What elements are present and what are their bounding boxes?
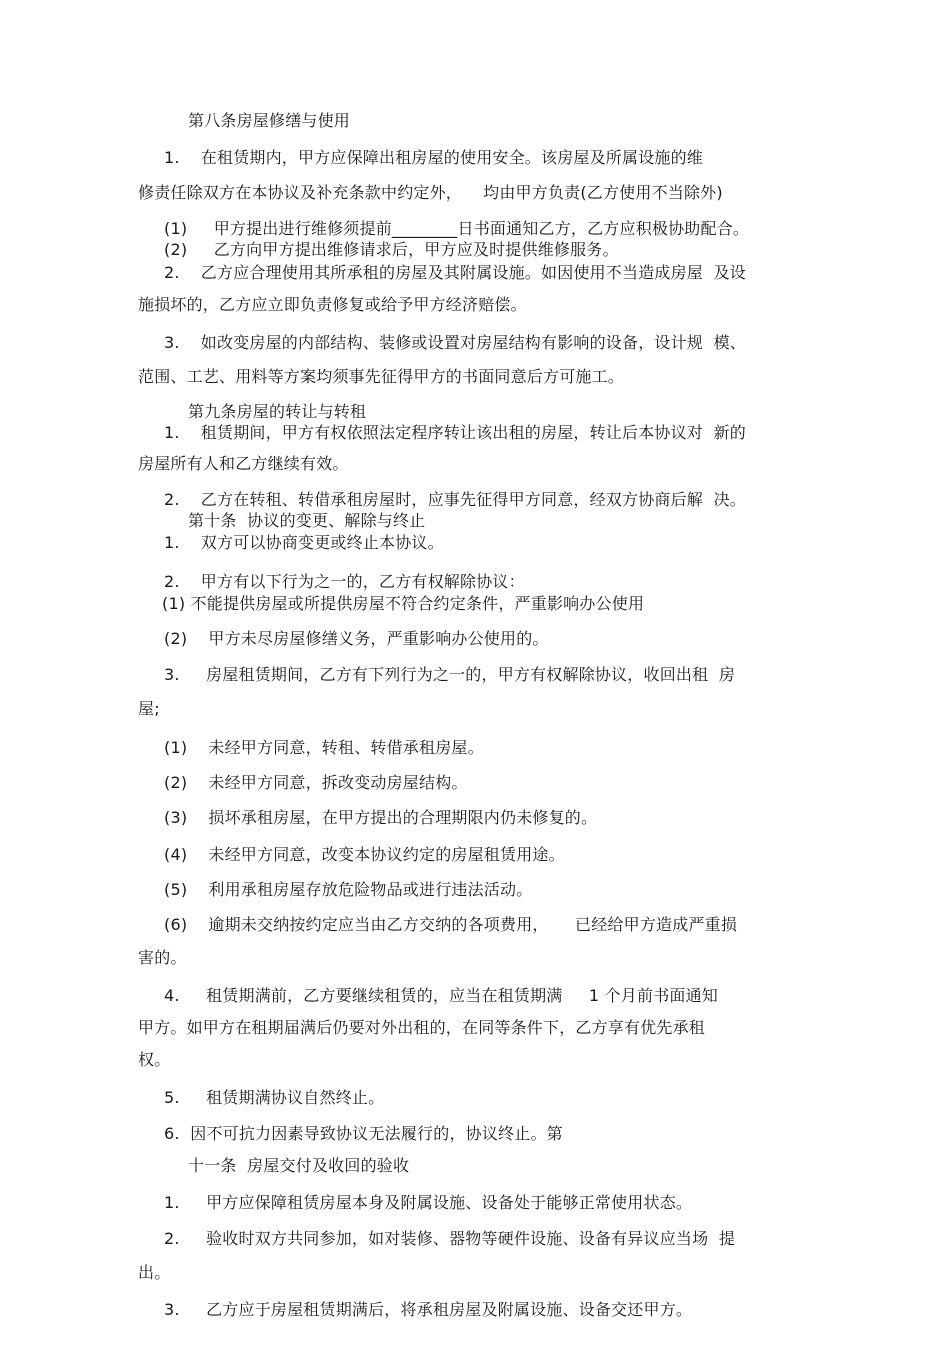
paragraph-line: (1) 未经甲方同意，转租、转借承租房屋。 [164,738,484,757]
paragraph-line: 3. 乙方应于房屋租赁期满后，将承租房屋及附属设施、设备交还甲方。 [164,1300,693,1319]
paragraph-line: (1) 不能提供房屋或所提供房屋不符合约定条件，严重影响办公使用 [162,594,645,613]
paragraph-line: (2) 甲方未尽房屋修缮义务，严重影响办公使用的。 [164,629,549,648]
paragraph-line: 1. 租赁期间，甲方有权依照法定程序转让该出租的房屋，转让后本协议对 新的 [164,423,746,442]
paragraph-line: 修责任除双方在本协议及补充条款中约定外， 均由甲方负责(乙方使用不当除外) [138,183,723,202]
paragraph-line: 甲方。如甲方在租期届满后仍要对外出租的，在同等条件下，乙方享有优先承租 [138,1018,706,1037]
paragraph-line: (2) 未经甲方同意，拆改变动房屋结构。 [164,773,468,792]
paragraph-line: 1. 甲方应保障租赁房屋本身及附属设施、设备处于能够正常使用状态。 [164,1193,693,1212]
paragraph-line: 范围、工艺、用料等方案均须事先征得甲方的书面同意后方可施工。 [138,367,625,386]
section-heading-article-11: 十一条 房屋交付及收回的验收 [188,1156,410,1175]
paragraph-line: 3. 房屋租赁期间，乙方有下列行为之一的，甲方有权解除协议，收回出租 房 [164,665,736,684]
paragraph-line: 出。 [138,1263,171,1282]
paragraph-line: 5. 租赁期满协议自然终止。 [164,1088,385,1107]
paragraph-line: 2. 验收时双方共同参加，如对装修、器物等硬件设施、设备有异议应当场 提 [164,1229,736,1248]
paragraph-line: (2) 乙方向甲方提出维修请求后，甲方应及时提供维修服务。 [164,240,619,259]
paragraph-line: 2. 甲方有以下行为之一的，乙方有权解除协议： [164,572,525,591]
paragraph-line: 2. 乙方在转租、转借承租房屋时，应事先征得甲方同意，经双方协商后解 决。 [164,490,746,509]
paragraph-line: (4) 未经甲方同意，改变本协议约定的房屋租赁用途。 [164,845,565,864]
paragraph-line: (1) 甲方提出进行维修须提前________日书面通知乙方，乙方应积极协助配合。 [164,219,750,238]
paragraph-line: 3. 如改变房屋的内部结构、装修或设置对房屋结构有影响的设备，设计规 模、 [164,333,746,352]
paragraph-line: 施损坏的，乙方应立即负责修复或给予甲方经济赔偿。 [138,295,527,314]
paragraph-line: 房屋所有人和乙方继续有效。 [138,454,349,473]
section-heading-article-9: 第九条房屋的转让与转租 [188,402,367,421]
paragraph-line: (5) 利用承租房屋存放危险物品或进行违法活动。 [164,880,533,899]
paragraph-line: 6. 因不可抗力因素导致协议无法履行的，协议终止。第 [164,1124,563,1143]
paragraph-line: 屋; [138,699,160,718]
paragraph-line: (6) 逾期未交纳按约定应当由乙方交纳的各项费用， 已经给甲方造成严重损 [164,915,738,934]
paragraph-line: 1. 在租赁期内，甲方应保障出租房屋的使用安全。该房屋及所属设施的维 [164,148,704,167]
paragraph-line: 害的。 [138,948,187,967]
paragraph-line: 权。 [138,1050,171,1069]
paragraph-line: 4. 租赁期满前，乙方要继续租赁的，应当在租赁期满 1 个月前书面通知 [164,986,718,1005]
section-heading-article-8: 第八条房屋修缮与使用 [188,111,351,130]
paragraph-line: (3) 损坏承租房屋，在甲方提出的合理期限内仍未修复的。 [164,808,598,827]
section-heading-article-10: 第十条 协议的变更、解除与终止 [188,511,426,530]
paragraph-line: 2. 乙方应合理使用其所承租的房屋及其附属设施。如因使用不当造成房屋 及设 [164,263,746,282]
paragraph-line: 1. 双方可以协商变更或终止本协议。 [164,533,444,552]
